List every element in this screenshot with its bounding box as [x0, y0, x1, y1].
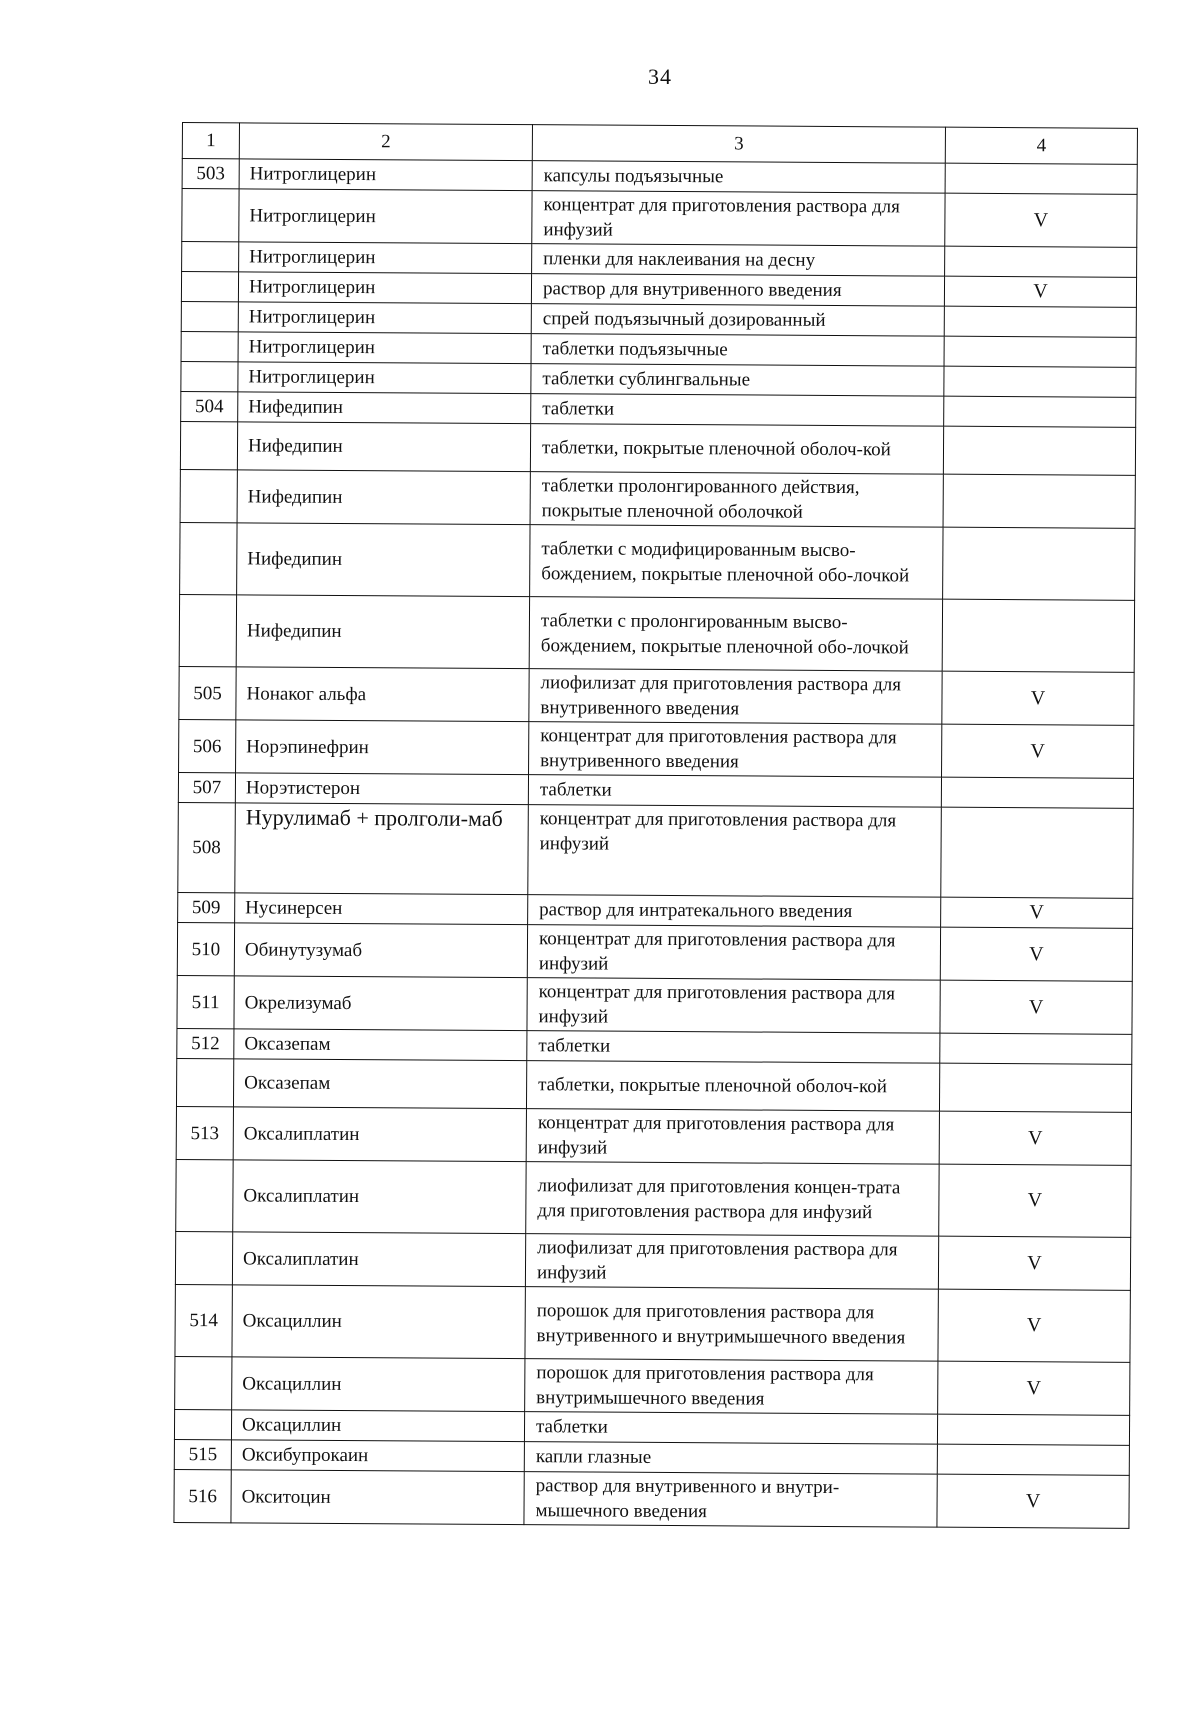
table-row — [176, 1106, 1131, 1165]
mark-cell: V — [937, 1474, 1129, 1528]
dosage-form: пленки для наклеивания на десну — [532, 244, 945, 277]
mark-cell — [944, 306, 1136, 337]
drug-name: Оксибупрокаин — [231, 1440, 524, 1472]
row-number: 503 — [182, 159, 239, 189]
drug-name: Оксазепам — [234, 1029, 527, 1061]
dosage-form: таблетки, покрытые пленочной оболоч-кой — [526, 1061, 939, 1112]
row-number — [176, 1159, 233, 1231]
row-number — [181, 331, 238, 361]
row-number: 504 — [181, 391, 238, 421]
row-number — [182, 189, 239, 242]
table-header-row — [182, 123, 1137, 165]
dosage-form: таблетки — [531, 394, 944, 427]
table-row — [175, 1284, 1130, 1362]
drug-name: Нитроглицерин — [239, 189, 532, 244]
drug-name: Оксалиплатин — [233, 1107, 526, 1162]
mark-cell: V — [938, 1361, 1130, 1415]
mark-cell — [944, 366, 1136, 397]
dosage-form: спрей подъязычный дозированный — [531, 304, 944, 337]
table-row — [176, 1159, 1131, 1237]
mark-cell: V — [938, 1289, 1130, 1362]
mark-cell — [945, 246, 1137, 277]
dosage-form: таблетки с пролонгированным высво-бождением, покрытые пленочной обо-лочкой — [529, 597, 942, 672]
header-col-2: 2 — [239, 123, 532, 161]
dosage-form: таблетки — [524, 1412, 937, 1445]
dosage-form: порошок для приготовления раствора для внутримышечного введения — [525, 1359, 938, 1415]
row-number — [182, 242, 239, 272]
dosage-form: таблетки — [528, 775, 941, 808]
drug-name: Нитроглицерин — [238, 362, 531, 394]
table-row — [177, 922, 1132, 981]
mark-cell — [943, 474, 1135, 528]
table-row — [178, 802, 1134, 898]
table-row — [175, 1356, 1130, 1415]
row-number — [176, 1058, 233, 1106]
drug-name: Норэтистерон — [235, 773, 528, 805]
table-row — [180, 421, 1135, 475]
drug-table — [173, 122, 1138, 1529]
table-row — [174, 1469, 1129, 1528]
page-number: 34 — [648, 64, 672, 89]
dosage-form: таблетки, покрытые пленочной оболоч-кой — [530, 424, 943, 475]
row-number: 506 — [179, 719, 236, 772]
row-number — [180, 469, 237, 522]
dosage-form: порошок для приготовления раствора для внутривенного и внутримышечного введения — [525, 1287, 938, 1362]
row-number — [179, 594, 236, 666]
row-number: 515 — [174, 1439, 231, 1469]
row-number — [180, 421, 237, 469]
drug-name: Оксациллин — [232, 1357, 525, 1412]
mark-cell — [941, 807, 1134, 898]
dosage-form: концентрат для приготовления раствора для внутривенного введения — [529, 722, 942, 778]
drug-name: Нитроглицерин — [238, 332, 531, 364]
document-sheet — [173, 122, 1137, 1529]
row-number — [175, 1231, 232, 1284]
dosage-form: таблетки сублингвальные — [531, 364, 944, 397]
drug-name: Нифедипин — [236, 595, 529, 669]
mark-cell — [939, 1063, 1131, 1112]
drug-name: Оксациллин — [232, 1285, 525, 1359]
drug-name: Оксазепам — [233, 1059, 526, 1109]
mark-cell: V — [942, 724, 1134, 778]
row-number — [180, 522, 237, 594]
mark-cell — [945, 163, 1137, 194]
mark-cell — [937, 1444, 1129, 1475]
dosage-form: концентрат для приготовления раствора для инфузий — [526, 1109, 939, 1165]
dosage-form: концентрат для приготовления раствора для инфузий — [527, 978, 940, 1034]
mark-cell — [944, 336, 1136, 367]
mark-cell: V — [945, 193, 1137, 247]
mark-cell — [941, 777, 1133, 808]
row-number: 513 — [176, 1106, 233, 1159]
dosage-form: лиофилизат для приготовления раствора для инфузий — [525, 1234, 938, 1290]
drug-name: Норэпинефрин — [236, 720, 529, 775]
dosage-form: концентрат для приготовления раствора для инфузий — [528, 805, 942, 898]
drug-name: Нитроглицерин — [238, 272, 531, 304]
mark-cell — [940, 1033, 1132, 1064]
mark-cell: V — [939, 1111, 1131, 1165]
drug-name: Оксалиплатин — [232, 1232, 525, 1287]
mark-cell: V — [944, 276, 1136, 307]
table-row — [180, 522, 1135, 600]
table-row — [182, 189, 1137, 248]
mark-cell: V — [939, 1164, 1131, 1237]
drug-name: Окрелизумаб — [234, 976, 527, 1031]
header-col-3: 3 — [532, 125, 945, 164]
mark-cell — [942, 599, 1134, 672]
row-number: 514 — [175, 1284, 232, 1356]
row-number: 510 — [177, 922, 234, 975]
mark-cell — [944, 396, 1136, 427]
row-number — [181, 301, 238, 331]
dosage-form: раствор для интратекального введения — [528, 895, 941, 928]
mark-cell: V — [942, 671, 1134, 725]
drug-name: Нитроглицерин — [238, 302, 531, 334]
dosage-form: таблетки пролонгированного действия, покрытые пленочной оболочкой — [530, 472, 943, 528]
dosage-form: таблетки с модифицированным высво-бождением, покрытые пленочной обо-лочкой — [530, 525, 943, 600]
dosage-form: лиофилизат для приготовления раствора для внутривенного введения — [529, 669, 942, 725]
drug-name: Нифедипин — [237, 523, 530, 597]
drug-name: Оксациллин — [231, 1410, 524, 1442]
dosage-form: раствор для внутривенного введения — [531, 274, 944, 307]
drug-name: Нифедипин — [237, 422, 530, 472]
dosage-form: раствор для внутривенного и внутри-мышечного введения — [524, 1472, 937, 1528]
table-row — [175, 1231, 1130, 1290]
dosage-form: капли глазные — [524, 1442, 937, 1475]
dosage-form: лиофилизат для приготовления концен-трата для приготовления раствора для инфузий — [526, 1162, 939, 1237]
drug-name: Нусинерсен — [235, 893, 528, 925]
drug-name: Нонаког альфа — [236, 667, 529, 722]
mark-cell — [937, 1414, 1129, 1445]
drug-name: Нурулимаб + пролголи-маб — [235, 803, 529, 895]
drug-name: Нитроглицерин — [239, 159, 532, 191]
row-number — [174, 1409, 231, 1439]
drug-name: Обинутузумаб — [234, 923, 527, 978]
row-number — [181, 361, 238, 391]
row-number — [175, 1356, 232, 1409]
row-number: 505 — [179, 666, 236, 719]
mark-cell: V — [940, 980, 1132, 1034]
table-row — [176, 1058, 1131, 1112]
row-number: 516 — [174, 1469, 231, 1522]
mark-cell: V — [941, 897, 1133, 928]
table-row — [179, 719, 1134, 778]
table-row — [177, 975, 1132, 1034]
row-number: 512 — [177, 1028, 234, 1058]
table-row — [179, 666, 1134, 725]
row-number: 511 — [177, 975, 234, 1028]
table-row — [180, 469, 1135, 528]
dosage-form: капсулы подъязычные — [532, 161, 945, 194]
mark-cell — [943, 527, 1135, 600]
drug-name: Нифедипин — [238, 392, 531, 424]
drug-name: Оксалиплатин — [233, 1160, 526, 1234]
dosage-form: концентрат для приготовления раствора для инфузий — [527, 925, 940, 981]
dosage-form: таблетки подъязычные — [531, 334, 944, 367]
header-col-4: 4 — [945, 127, 1137, 164]
row-number: 507 — [178, 772, 235, 802]
mark-cell: V — [938, 1236, 1130, 1290]
drug-name: Нифедипин — [237, 470, 530, 525]
row-number — [181, 272, 238, 302]
mark-cell: V — [940, 927, 1132, 981]
row-number: 508 — [178, 802, 236, 892]
drug-name: Окситоцин — [231, 1470, 524, 1525]
dosage-form: концентрат для приготовления раствора для инфузий — [532, 191, 945, 247]
header-col-1: 1 — [182, 123, 239, 159]
row-number: 509 — [178, 892, 235, 922]
dosage-form: таблетки — [527, 1031, 940, 1064]
drug-name: Нитроглицерин — [239, 242, 532, 274]
mark-cell — [943, 426, 1135, 475]
table-row — [179, 594, 1134, 672]
